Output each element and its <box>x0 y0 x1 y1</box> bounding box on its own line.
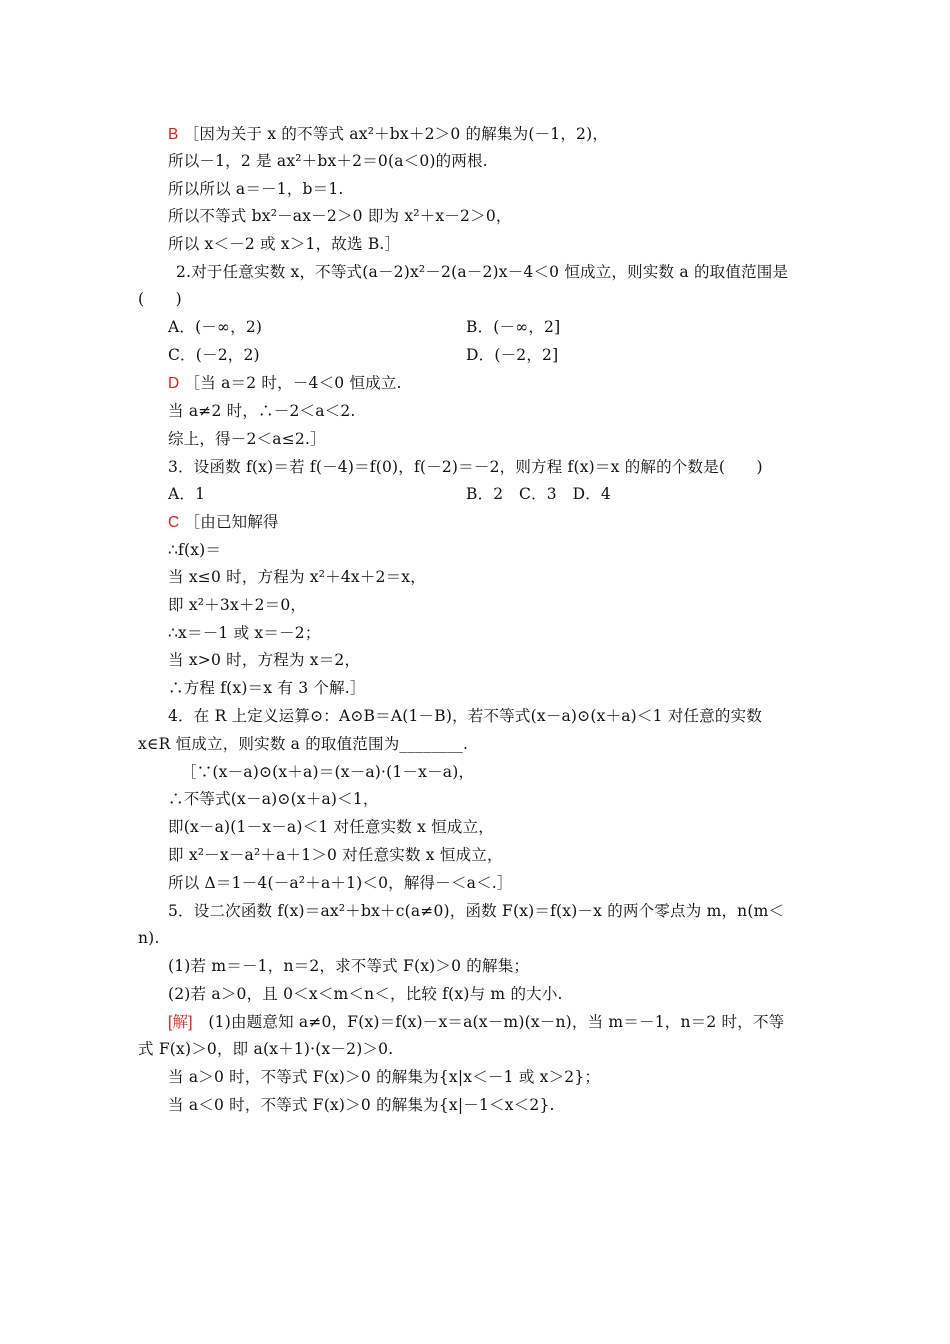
q3-answer-line-4: 即 x²＋3x＋2＝0， <box>168 596 307 614</box>
q5-stem-line-1: 5．设二次函数 f(x)＝ax²＋bx＋c(a≠0)，函数 F(x)＝f(x)－x 的两个零点为 m，n(m＜ <box>168 902 785 920</box>
q2-answer-line-3: 综上，得－2＜a≤2.］ <box>168 430 326 448</box>
q2-option-c: C．(－2，2) <box>168 346 260 364</box>
q1-answer-letter: B <box>168 126 179 143</box>
q2-answer-letter: D <box>168 375 180 392</box>
q1-answer-line-3: 所以所以 a＝－1，b＝1. <box>168 180 344 198</box>
q3-answer-line-3: 当 x≤0 时，方程为 x²＋4x＋2＝x， <box>168 568 426 586</box>
q3-answer-line-6: 当 x>0 时，方程为 x＝2， <box>168 651 361 669</box>
q3-answer-line-5: ∴x＝－1 或 x＝－2； <box>168 624 321 642</box>
q3-answer-line-7: ∴方程 f(x)＝x 有 3 个解.］ <box>168 679 366 697</box>
q2-stem-line-2: ( ) <box>138 290 182 308</box>
q3-option-bcd: B．2 C．3 D．4 <box>466 485 611 503</box>
q3-stem: 3．设函数 f(x)＝若 f(－4)＝f(0)，f(－2)＝－2，则方程 f(x)＝x 的解的个数是( ) <box>168 458 763 476</box>
q2-option-a: A．(－∞，2) <box>168 318 263 336</box>
q5-solution-tag: [解] <box>168 1014 193 1031</box>
q2-option-d: D．(－2，2] <box>466 346 559 364</box>
q5-part-2: (2)若 a＞0，且 0＜x＜m＜n＜，比较 f(x)与 m 的大小. <box>168 985 563 1003</box>
q1-answer-line-1 <box>168 124 608 145</box>
q4-answer-line-1: ［∵(x－a)⊙(x＋a)＝(x－a)·(1－x－a)， <box>181 763 475 781</box>
q5-solution-text-1: (1)由题意知 a≠0，F(x)＝f(x)－x＝a(x－m)(x－n)，当 m＝－1，n＝2 时，不等 <box>192 1013 785 1031</box>
q2-option-b: B．(－∞，2] <box>466 318 561 336</box>
q1-answer-line-4: 所以不等式 bx²－ax－2＞0 即为 x²＋x－2＞0， <box>168 207 512 225</box>
q2-answer-line-1 <box>168 373 402 394</box>
q2-answer-line-2: 当 a≠2 时，∴－2＜a＜2. <box>168 402 356 420</box>
q5-solution-line-4: 当 a＜0 时，不等式 F(x)＞0 的解集为{x|－1＜x＜2}. <box>168 1096 555 1114</box>
q4-stem-line-2: x∈R 恒成立，则实数 a 的取值范围为________. <box>138 735 469 753</box>
q1-answer-line-5: 所以 x＜－2 或 x＞1，故选 B.］ <box>168 235 401 253</box>
q4-answer-line-4: 即 x²－x－a²＋a＋1＞0 对任意实数 x 恒成立， <box>168 846 503 864</box>
q3-option-a: A．1 <box>168 485 206 503</box>
q4-answer-line-3: 即(x－a)(1－x－a)＜1 对任意实数 x 恒成立， <box>168 818 494 836</box>
q5-solution-line-1 <box>168 1012 784 1033</box>
q5-stem-line-2: n). <box>138 929 160 947</box>
q3-answer-line-2: ∴f(x)＝ <box>168 541 222 559</box>
q2-answer-text-1: ［当 a＝2 时，－4＜0 恒成立. <box>184 374 402 392</box>
q3-answer-line-1 <box>168 512 279 533</box>
q3-answer-letter: C <box>168 514 180 531</box>
q1-answer-line-2: 所以－1，2 是 ax²＋bx＋2＝0(a＜0)的两根. <box>168 152 488 170</box>
q5-part-1: (1)若 m＝－1，n＝2，求不等式 F(x)＞0 的解集； <box>168 957 530 975</box>
q4-answer-line-5: 所以 Δ＝1－4(－a²＋a＋1)＜0，解得－＜a＜.］ <box>168 874 513 892</box>
q3-answer-text-1: ［由已知解得 <box>184 513 279 531</box>
q1-answer-text-1: ［因为关于 x 的不等式 ax²＋bx＋2＞0 的解集为(－1，2)， <box>183 125 609 143</box>
q2-stem-line-1: 2.对于任意实数 x，不等式(a－2)x²－2(a－2)x－4＜0 恒成立，则实数 a 的取值范围是 <box>176 263 789 281</box>
q5-solution-line-2: 式 F(x)＞0，即 a(x＋1)·(x－2)＞0. <box>138 1040 394 1058</box>
q5-solution-line-3: 当 a＞0 时，不等式 F(x)＞0 的解集为{x|x＜－1 或 x＞2}； <box>168 1068 601 1086</box>
q4-stem-line-1: 4．在 R 上定义运算⊙：A⊙B＝A(1－B)，若不等式(x－a)⊙(x＋a)＜1 对任意的实数 <box>168 707 763 725</box>
q4-answer-line-2: ∴不等式(x－a)⊙(x＋a)＜1， <box>168 790 379 808</box>
